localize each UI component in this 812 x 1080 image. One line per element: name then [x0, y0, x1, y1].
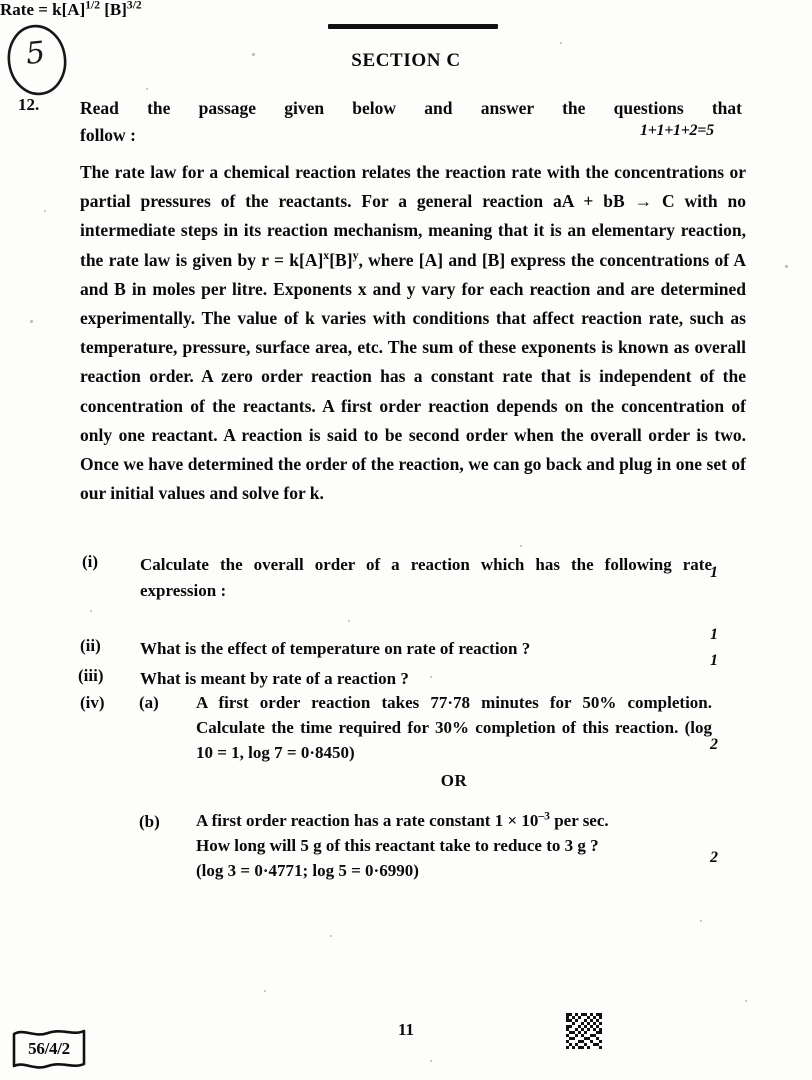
subquestion-label-i: (i) — [82, 552, 99, 571]
passage-part-3: , where [A] and [B] express the concentrations of A and B in moles per litre. Exponents x and y vary for each reaction and are determined experimentally. The value of k varies with conditions that affect reaction rate, such as temperature, pressure, surface area, etc. The sum of these exponents is known as overall reaction order. A zero order reaction has a constant rate that is independent of the concentration of the reactants. A first order reaction depends on the concentration of only one reactant. A reaction is said to be second order when the overall order is two. Once we have determined the order of the reaction, we can go back and plug in one set of our initial values and solve for k. — [80, 249, 746, 504]
scan-speckle — [700, 920, 702, 922]
marks-value-iv-b: 2 — [710, 849, 718, 866]
scan-speckle — [520, 545, 522, 547]
formula-middle: [B] — [100, 0, 127, 19]
question-stem-line-2: follow : — [80, 125, 136, 145]
subquestion-text-i: Calculate the overall order of a reaction which has the following rate expression : — [140, 555, 712, 600]
option-b-line-1-pre: A first order reaction has a rate constant 1 × 10 — [196, 811, 539, 830]
section-heading: SECTION C — [351, 50, 461, 71]
option-label-b: (b) — [139, 812, 160, 831]
or-divider: OR — [440, 771, 468, 790]
paper-code-text: 56/4/2 — [28, 1039, 70, 1058]
scan-speckle — [430, 1060, 432, 1062]
passage-part-2: [B] — [329, 249, 353, 270]
scan-speckle — [560, 42, 562, 44]
subquestion-text-iii: What is meant by rate of a reaction ? — [140, 669, 409, 688]
scan-speckle — [745, 1000, 747, 1002]
question-stem-line-1: Read the passage given below and answer the questions that — [80, 98, 742, 118]
scan-speckle — [30, 320, 33, 323]
rate-expression-formula — [0, 0, 812, 20]
scan-speckle — [146, 88, 148, 90]
scan-speckle — [264, 990, 266, 992]
passage-exponent-y: y — [352, 247, 359, 262]
handwritten-digit: 5 — [24, 35, 47, 72]
subquestion-label-iii: (iii) — [78, 666, 104, 685]
reading-passage — [80, 158, 746, 508]
option-text-b — [196, 808, 712, 883]
option-label-a: (a) — [139, 693, 159, 712]
formula-base: Rate = k[A] — [0, 0, 86, 19]
data-matrix-barcode-icon — [566, 1013, 602, 1049]
page-number: 11 — [397, 1020, 415, 1039]
formula-exponent-1: 1/2 — [85, 0, 100, 12]
scan-speckle — [90, 610, 92, 612]
option-b-line-1-post: per sec. — [549, 811, 609, 830]
scan-speckle — [785, 265, 788, 268]
marks-value-iv-a: 2 — [710, 736, 718, 753]
marks-value-ii: 1 — [710, 626, 718, 643]
option-b-line-2: How long will 5 g of this reactant take to reduce to 3 g ? — [196, 836, 599, 855]
total-marks-note: 1+1+1+2=5 — [640, 122, 714, 139]
marks-value-iii: 1 — [710, 652, 718, 669]
option-b-exponent: –3 — [538, 809, 550, 823]
option-b-line-3: (log 3 = 0·4771; log 5 = 0·6990) — [196, 861, 419, 880]
question-number: 12. — [18, 95, 40, 114]
subquestion-text-ii: What is the effect of temperature on rate of reaction ? — [140, 639, 531, 658]
scan-speckle — [44, 210, 46, 212]
scan-speckle — [330, 935, 332, 937]
passage-exponent-x: x — [323, 247, 330, 262]
subquestion-label-iv: (iv) — [80, 693, 105, 712]
barcode-glyph — [566, 1013, 602, 1049]
subquestion-label-ii: (ii) — [80, 636, 101, 655]
option-text-a: A first order reaction takes 77·78 minutes for 50% completion. Calculate the time required for 30% completion of this reaction. (log 10 = 1, log 7 = 0·8450) — [196, 693, 712, 762]
formula-exponent-2: 3/2 — [126, 0, 142, 12]
passage-part-1: The rate law for a chemical reaction relates the reaction rate with the concentrations or partial pressures of the reactants. For a general reaction aA + bB → C with no intermediate steps in its reaction mechanism, meaning that it is an elementary reaction, the rate law is given by r = k[A] — [80, 162, 746, 270]
marks-value-i: 1 — [710, 564, 718, 581]
scan-speckle — [348, 620, 350, 622]
header-rule — [328, 24, 498, 29]
